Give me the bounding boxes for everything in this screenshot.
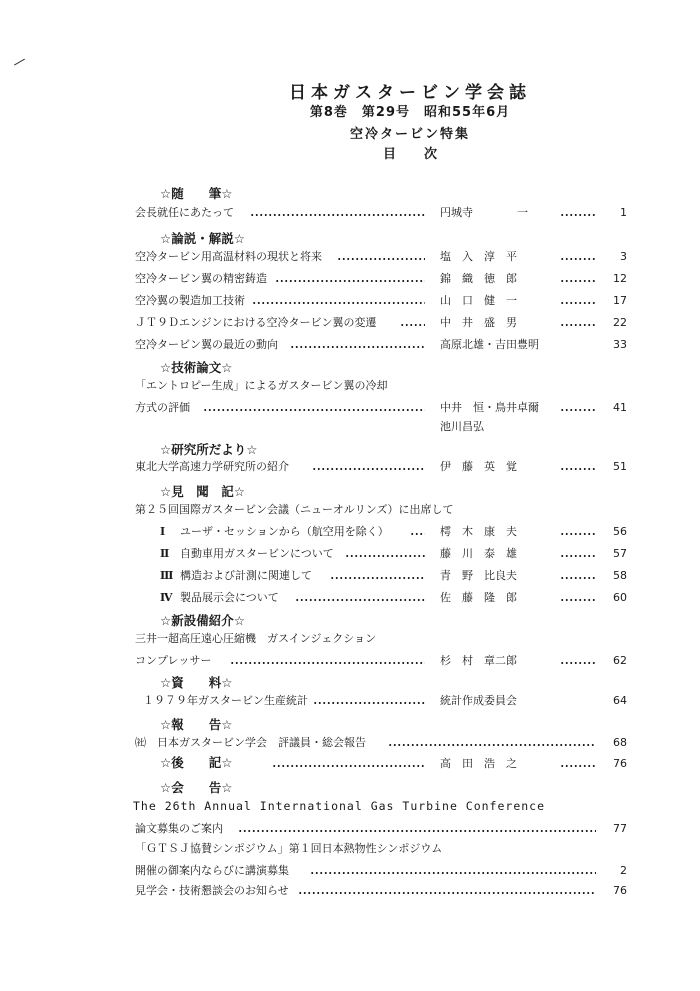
entry-title: 空冷タービン翼の精密鋳造 [135, 272, 267, 285]
section-shinsetsubi: ☆新設備紹介☆ [160, 613, 245, 628]
entry-page: 33 [613, 338, 627, 351]
leader-dots [203, 401, 425, 415]
entry-page: 76 [613, 884, 627, 897]
entry-title: 会長就任にあたって [135, 206, 234, 219]
entry-author: 佐 藤 隆 郎 [440, 591, 517, 604]
leader-dots [560, 569, 596, 583]
toc-heading: 目次 [382, 147, 465, 162]
leader-dots [560, 206, 596, 220]
entry-page: 56 [613, 525, 627, 538]
leader-dots [313, 694, 425, 708]
leader-dots [252, 294, 425, 308]
section-koki: ☆後 記☆ [160, 755, 233, 770]
special-issue-title: 空冷タービン特集 [349, 127, 470, 142]
entry-title: 見学会・技術懇談会のお知らせ [135, 884, 289, 897]
entry-title: 自動車用ガスタービンについて [180, 547, 334, 560]
leader-dots [560, 654, 596, 668]
leader-dots [310, 864, 596, 878]
entry-author: 山 口 健 一 [440, 294, 517, 307]
entry-author: 藤 川 泰 雄 [440, 547, 517, 560]
leader-dots [272, 757, 425, 771]
leader-dots [295, 591, 425, 605]
entry-author: 高原北雄・吉田豊明 [440, 338, 539, 351]
issue-info: 第8巻 第29号 昭和55年6月 [309, 105, 511, 120]
leader-dots [275, 272, 425, 286]
entry-title: １９７９年ガスタービン生産統計 [143, 694, 308, 707]
leader-dots [388, 736, 596, 750]
entry-title: 空冷タービン用高温材料の現状と将来 [135, 250, 322, 263]
leader-dots [337, 250, 425, 264]
leader-dots [560, 525, 596, 539]
entry-title-line2: 開催の御案内ならびに講演募集 [135, 864, 289, 877]
entry-title-line2: 論文募集のご案内 [135, 822, 223, 835]
entry-page: 41 [613, 401, 627, 414]
leader-dots [560, 460, 596, 474]
entry-author: 塩 入 淳 平 [440, 250, 517, 263]
roman-numeral: Ⅱ [160, 547, 170, 560]
entry-page: 60 [613, 591, 627, 604]
entry-page: 64 [613, 694, 627, 707]
section-hokoku: ☆報 告☆ [160, 717, 233, 732]
roman-numeral: Ⅰ [160, 525, 166, 538]
entry-author: 中井 恒・鳥井卓爾 [440, 401, 539, 414]
leader-dots [560, 401, 596, 415]
section-shiryo: ☆資 料☆ [160, 675, 233, 690]
entry-title: 製品展示会について [180, 591, 279, 604]
leader-dots [560, 294, 596, 308]
leader-dots [410, 525, 425, 539]
entry-title-line1: 三井一超高圧遠心圧縮機 ガスインジェクション [135, 632, 377, 645]
entry-page: 1 [620, 206, 627, 219]
entry-page: 17 [613, 294, 627, 307]
section-kenkyusho: ☆研究所だより☆ [160, 442, 258, 457]
entry-title-line1: 「エントロピー生成」によるガスタービン翼の冷却 [135, 379, 388, 392]
entry-page: 57 [613, 547, 627, 560]
section-kenbunki: ☆見 聞 記☆ [160, 484, 245, 499]
leader-dots [560, 591, 596, 605]
entry-page: 2 [620, 864, 627, 877]
leader-dots [330, 569, 425, 583]
section-ronsetsu: ☆論説・解説☆ [160, 231, 245, 246]
roman-numeral: Ⅲ [160, 569, 174, 582]
entry-title-line1: 「ＧＴＳＪ協賛シンポジウム」第１回日本熱物性シンポジウム [135, 842, 443, 855]
leader-dots [560, 250, 596, 264]
entry-author: 高 田 浩 之 [440, 757, 517, 770]
entry-author-2: 池川昌弘 [440, 420, 484, 433]
entry-author: 青 野 比良夫 [440, 569, 517, 582]
leader-dots [560, 757, 596, 771]
entry-author: 伊 藤 英 覚 [440, 460, 517, 473]
leader-dots [345, 547, 425, 561]
entry-page: 51 [613, 460, 627, 473]
entry-author: 中 井 盛 男 [440, 316, 517, 329]
entry-title: 第２５回国際ガスタービン会議（ニューオルリンズ）に出席して [135, 503, 454, 516]
leader-dots [560, 272, 596, 286]
entry-title: 構造および計測に関連して [180, 569, 312, 582]
leader-dots [312, 460, 425, 474]
section-gijutsu: ☆技術論文☆ [160, 360, 233, 375]
entry-page: 77 [613, 822, 627, 835]
pen-mark [11, 53, 25, 65]
journal-title: 日本ガスタービン学会誌 [289, 83, 531, 103]
leader-dots [290, 338, 425, 352]
leader-dots [238, 822, 596, 836]
entry-page: 58 [613, 569, 627, 582]
section-kaikoku: ☆会 告☆ [160, 780, 233, 795]
entry-title: 東北大学高速力学研究所の紹介 [135, 460, 289, 473]
entry-author: 統計作成委員会 [440, 694, 517, 707]
leader-dots [298, 884, 596, 898]
section-zuihitsu: ☆随 筆☆ [160, 186, 233, 201]
leader-dots [560, 316, 596, 330]
entry-page: 12 [613, 272, 627, 285]
leader-dots [230, 654, 425, 668]
entry-page: 68 [613, 736, 627, 749]
entry-author: 錦 織 徳 郎 [440, 272, 517, 285]
entry-author: 杉 村 章二郎 [440, 654, 517, 667]
leader-dots [560, 547, 596, 561]
entry-title: 空冷タービン翼の最近の動向 [135, 338, 278, 351]
roman-numeral: Ⅳ [160, 591, 173, 604]
entry-page: 22 [613, 316, 627, 329]
entry-author: 樗 木 康 夫 [440, 525, 517, 538]
entry-title-line2: 方式の評価 [135, 401, 190, 414]
entry-title: ㈳ 日本ガスタービン学会 評議員・総会報告 [135, 736, 366, 749]
entry-title: ＪＴ９Ｄエンジンにおける空冷タービン翼の変遷 [135, 316, 377, 329]
entry-title: ユーザ・セッションから（航空用を除く） [180, 525, 389, 538]
entry-title-line1: The 26th Annual International Gas Turbine Conference [133, 799, 546, 813]
leader-dots [400, 316, 425, 330]
entry-page: 62 [613, 654, 627, 667]
entry-title: 空冷翼の製造加工技術 [135, 294, 245, 307]
entry-page: 76 [613, 757, 627, 770]
entry-author: 円城寺 一 [440, 206, 528, 219]
entry-title-line2: コンプレッサー [135, 654, 212, 667]
leader-dots [250, 206, 425, 220]
entry-page: 3 [620, 250, 627, 263]
